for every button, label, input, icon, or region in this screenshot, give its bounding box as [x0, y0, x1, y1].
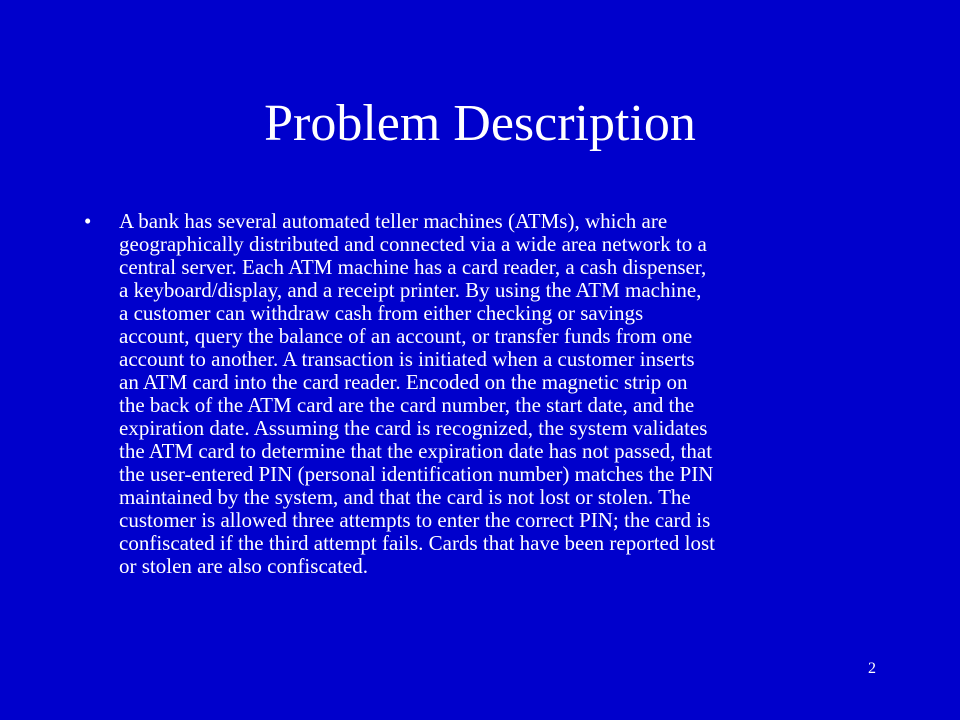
bullet-list	[0, 210, 960, 578]
page-number: 2	[868, 660, 876, 677]
slide-title: Problem Description	[264, 95, 696, 152]
bullet-marker: •	[84, 209, 92, 233]
bullet-text: A bank has several automated teller machines (ATMs), which are geographically distributed and connected via a wide area network to a central server. Each ATM machine has a card reader, a cash dispenser, a keyboard/display, and a receipt printer. By using the ATM machine, a customer can withdraw cash from either checking or savings account, query the balance of an account, or transfer funds from one account to another. A transaction is initiated when a customer inserts an ATM card into the card reader. Encoded on the magnetic strip on the back of the ATM card are the card number, the start date, and the expiration date. Assuming the card is recognized, the system validates the ATM card to determine that the expiration date has not passed, that the user-entered PIN (personal identification number) matches the PIN maintained by the system, and that the card is not lost or stolen. The customer is allowed three attempts to enter the correct PIN; the card is confiscated if the third attempt fails. Cards that have been reported lost or stolen are also confiscated.	[119, 209, 715, 578]
bullet-item	[84, 209, 869, 578]
